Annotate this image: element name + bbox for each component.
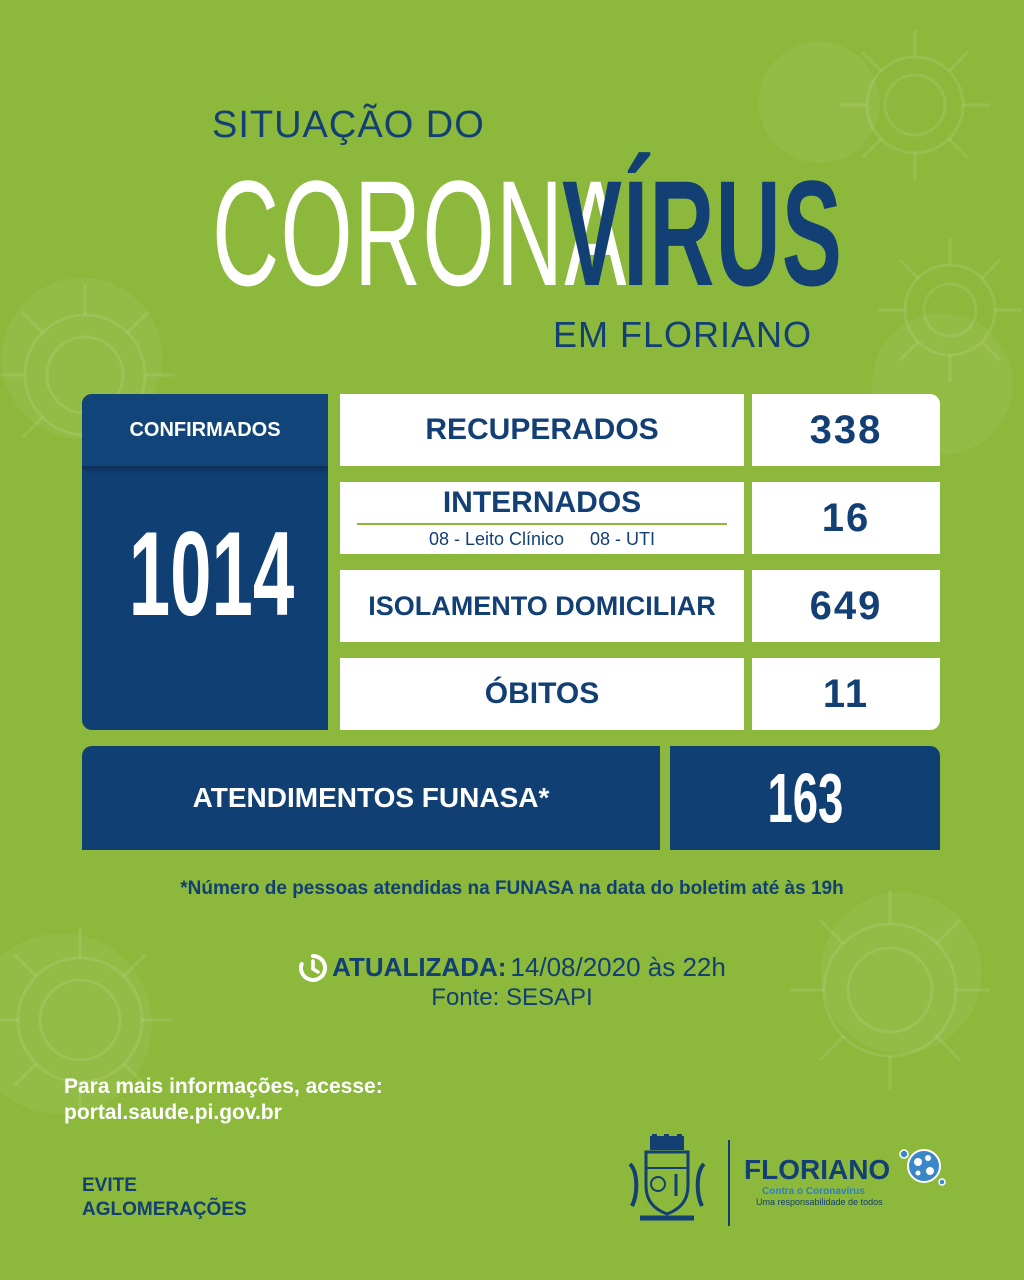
hospitalized-details [429, 529, 655, 550]
deaths-label: ÓBITOS [340, 658, 744, 730]
update-value: 14/08/2020 às 22h [510, 952, 726, 982]
recovered-value: 338 [752, 394, 940, 466]
hospitalized-icu: 08 - UTI [590, 529, 656, 549]
funasa-note: *Número de pessoas atendidas na FUNASA na data do boletim até às 19h [180, 878, 844, 899]
avoid-crowds [82, 1174, 247, 1222]
logo-name: FLORIANO [744, 1154, 891, 1185]
funasa-value: 163 [767, 759, 843, 837]
confirmed-label: CONFIRMADOS [82, 394, 328, 466]
hospitalized-value: 16 [752, 482, 940, 554]
hospitalized-label-cell [340, 482, 744, 554]
logo-slogan: Uma responsabilidade de todos [756, 1197, 883, 1207]
title-bottom: EM FLORIANO [552, 314, 812, 355]
logo-tagline: Contra o Coronavírus [762, 1186, 865, 1197]
title-virus: VÍRUS [562, 149, 844, 317]
funasa-label: ATENDIMENTOS FUNASA* [82, 746, 660, 850]
title-top: SITUAÇÃO DO [212, 104, 485, 146]
funasa-value-box [670, 746, 940, 850]
hospitalized-divider [357, 523, 727, 525]
recovered-label: RECUPERADOS [340, 394, 744, 466]
update-line [0, 952, 1024, 983]
avoid-line-2: AGLOMERAÇÕES [82, 1199, 247, 1220]
avoid-line-1: EVITE [82, 1175, 137, 1196]
title-corona: CORONA [212, 149, 628, 317]
home-isolation-label: ISOLAMENTO DOMICILIAR [340, 570, 744, 642]
bubbles-icon [898, 1144, 946, 1190]
deaths-value: 11 [752, 658, 940, 730]
hospitalized-label: INTERNADOS [442, 486, 642, 519]
home-isolation-value: 649 [752, 570, 940, 642]
logo-divider [728, 1140, 730, 1226]
source-text: Fonte: SESAPI [431, 984, 593, 1011]
title-main [212, 148, 1024, 317]
confirmed-panel [82, 394, 328, 730]
info-url: portal.saude.pi.gov.br [64, 1101, 282, 1124]
update-label: ATUALIZADA: [332, 952, 507, 982]
info-block [64, 1074, 383, 1126]
info-line-1: Para mais informações, acesse: [64, 1075, 383, 1098]
confirmed-value: 1014 [128, 507, 295, 641]
hospitalized-clinical: 08 - Leito Clínico [428, 529, 565, 549]
clock-icon [298, 953, 328, 983]
city-crest-icon [624, 1134, 710, 1230]
